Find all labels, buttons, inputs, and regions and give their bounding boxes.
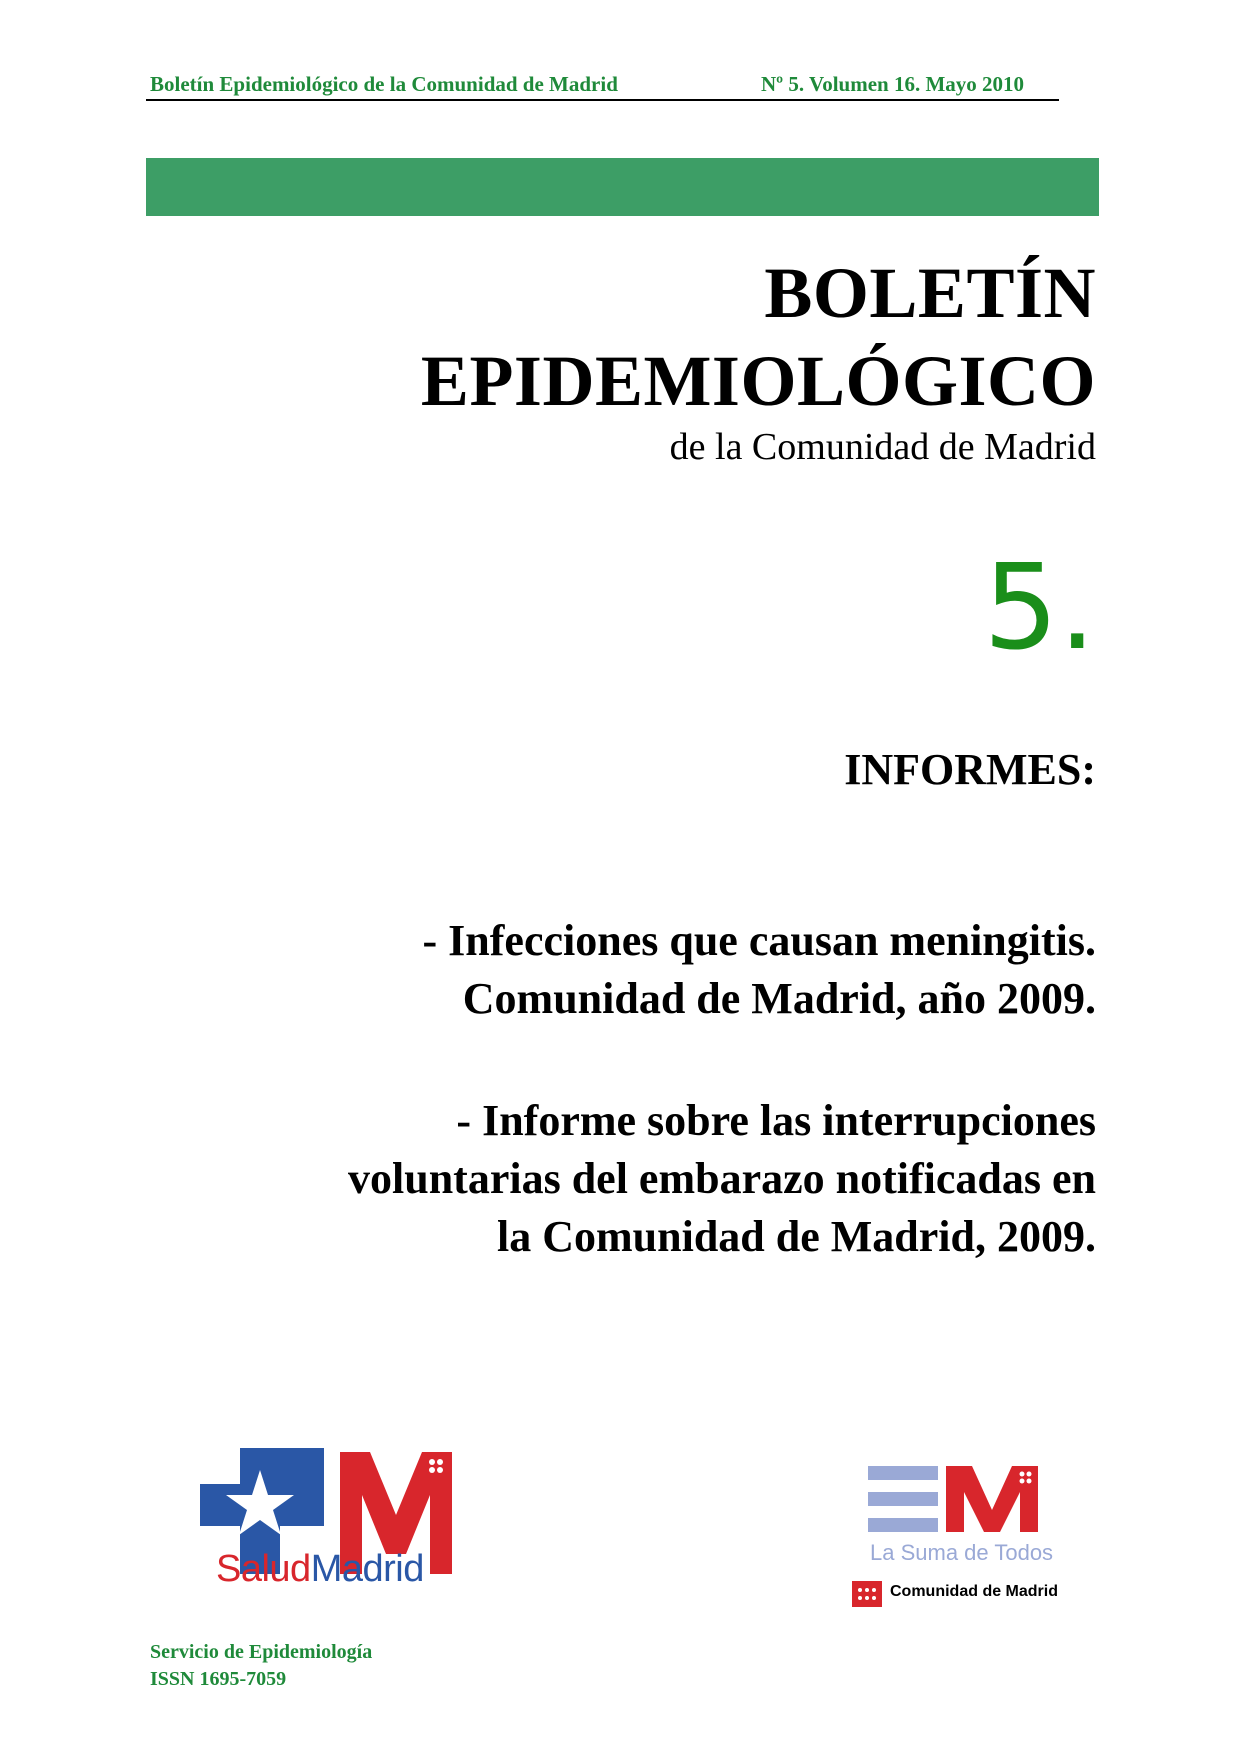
- salud-word: Salud: [216, 1548, 311, 1590]
- report-line: - Informe sobre las interrupciones: [456, 1096, 1096, 1145]
- issue-number: 5.: [983, 538, 1096, 676]
- report-line: la Comunidad de Madrid, 2009.: [497, 1212, 1096, 1261]
- title-line-1: BOLETÍN: [764, 253, 1096, 333]
- salud-madrid-wordmark: [216, 1548, 424, 1591]
- report-item-1: [423, 912, 1096, 1028]
- report-line: - Infecciones que causan meningitis.: [422, 916, 1096, 965]
- madrid-word: Madrid: [310, 1548, 424, 1590]
- report-line: voluntarias del embarazo notificadas en: [348, 1154, 1096, 1203]
- title-line-2: EPIDEMIOLÓGICO: [420, 341, 1096, 421]
- running-header-title: Boletín Epidemiológico de la Comunidad de Madrid: [150, 72, 618, 96]
- comunidad-name: Comunidad de Madrid: [890, 1583, 1058, 1600]
- header-rule: [146, 99, 1059, 101]
- running-header-issue: Nº 5. Volumen 16. Mayo 2010: [761, 72, 1025, 96]
- comunidad-madrid-logo-icon: [868, 1460, 1068, 1538]
- green-banner: [146, 158, 1099, 216]
- section-label: INFORMES:: [844, 745, 1096, 794]
- comunidad-slogan: La Suma de Todos: [870, 1540, 1054, 1565]
- madrid-flag-icon: [852, 1581, 882, 1607]
- report-item-2: [348, 1092, 1096, 1266]
- footer-issn: ISSN 1695-7059: [150, 1668, 287, 1690]
- report-line: Comunidad de Madrid, año 2009.: [462, 974, 1096, 1023]
- footer-service: Servicio de Epidemiología: [150, 1641, 373, 1663]
- title-subtitle: de la Comunidad de Madrid: [669, 426, 1096, 468]
